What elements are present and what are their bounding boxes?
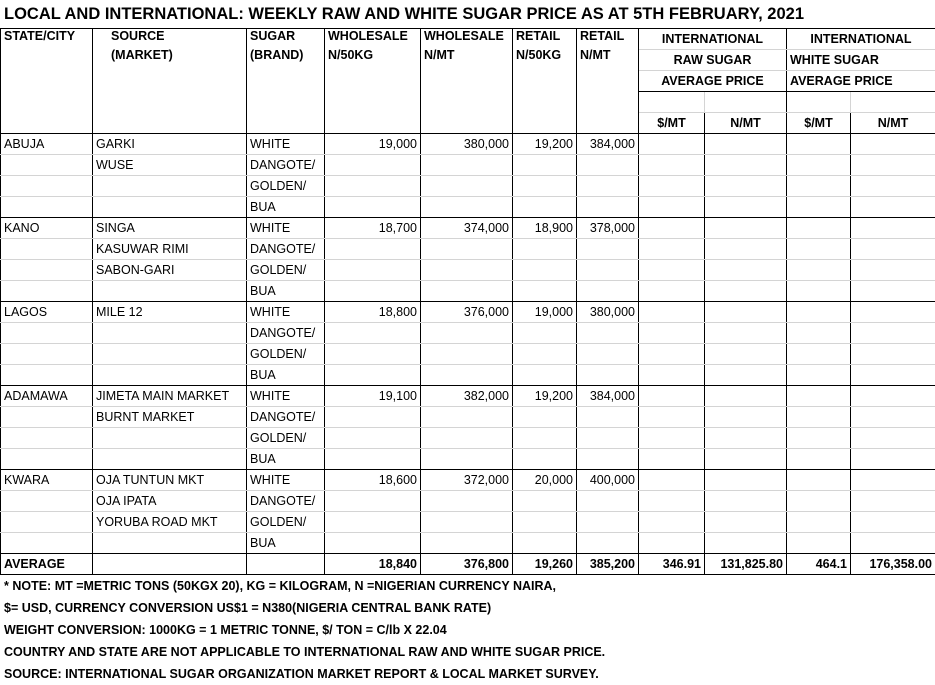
table-cell: WHITE	[247, 470, 325, 491]
col-header-retail-mt-line2: N/MT	[580, 48, 635, 62]
table-cell	[93, 323, 247, 344]
table-cell: 20,000	[513, 470, 577, 491]
table-cell	[851, 239, 935, 260]
table-cell	[787, 239, 851, 260]
table-cell: 380,000	[577, 302, 639, 323]
average-cell	[247, 554, 325, 575]
table-cell: WHITE	[247, 218, 325, 239]
table-cell	[513, 260, 577, 281]
table-cell	[787, 365, 851, 386]
table-cell	[1, 533, 93, 554]
table-cell	[577, 323, 639, 344]
col-header-intl-raw-line1: INTERNATIONAL	[639, 29, 787, 50]
table-row	[1, 386, 935, 407]
col-header-white-usd-mt: $/MT	[787, 113, 851, 134]
table-cell	[325, 491, 421, 512]
table-cell	[577, 281, 639, 302]
table-cell	[639, 365, 705, 386]
table-cell: 384,000	[577, 386, 639, 407]
table-cell	[639, 491, 705, 512]
table-cell: LAGOS	[1, 302, 93, 323]
table-cell: GOLDEN/	[247, 260, 325, 281]
table-cell	[851, 260, 935, 281]
average-row	[1, 554, 935, 575]
col-header-wholesale-mt	[421, 29, 513, 134]
table-row	[1, 365, 935, 386]
table-cell	[1, 449, 93, 470]
table-cell	[325, 512, 421, 533]
table-cell	[639, 260, 705, 281]
table-cell	[705, 155, 787, 176]
table-cell	[513, 365, 577, 386]
table-cell: SABON-GARI	[93, 260, 247, 281]
table-cell: 380,000	[421, 134, 513, 155]
col-header-wholesale-50kg-line2: N/50KG	[328, 48, 417, 62]
average-cell	[93, 554, 247, 575]
table-cell: GOLDEN/	[247, 512, 325, 533]
table-cell	[513, 491, 577, 512]
table-cell	[851, 281, 935, 302]
table-cell	[577, 239, 639, 260]
table-cell	[93, 176, 247, 197]
page-title: LOCAL AND INTERNATIONAL: WEEKLY RAW AND WHITE SUGAR PRICE AS AT 5TH FEBRUARY, 2021	[0, 0, 935, 28]
table-cell	[787, 407, 851, 428]
table-cell	[851, 176, 935, 197]
table-cell	[513, 407, 577, 428]
table-row	[1, 302, 935, 323]
table-cell	[705, 533, 787, 554]
table-row	[1, 260, 935, 281]
table-cell	[705, 260, 787, 281]
table-cell	[705, 449, 787, 470]
table-cell: 376,000	[421, 302, 513, 323]
table-cell	[325, 365, 421, 386]
table-cell	[639, 407, 705, 428]
average-wholesale-50kg: 18,840	[325, 554, 421, 575]
table-cell	[639, 302, 705, 323]
table-cell: GOLDEN/	[247, 344, 325, 365]
table-cell: ADAMAWA	[1, 386, 93, 407]
table-cell: GARKI	[93, 134, 247, 155]
table-cell	[705, 365, 787, 386]
table-cell	[787, 491, 851, 512]
note-line-4: COUNTRY AND STATE ARE NOT APPLICABLE TO INTERNATIONAL RAW AND WHITE SUGAR PRICE.	[0, 641, 935, 663]
table-cell: GOLDEN/	[247, 176, 325, 197]
table-cell	[577, 155, 639, 176]
table-cell	[639, 512, 705, 533]
table-cell	[421, 323, 513, 344]
table-cell	[325, 197, 421, 218]
table-cell: BUA	[247, 197, 325, 218]
table-cell	[1, 428, 93, 449]
table-cell	[639, 428, 705, 449]
table-cell	[577, 533, 639, 554]
table-row	[1, 428, 935, 449]
table-cell	[639, 344, 705, 365]
table-cell	[851, 428, 935, 449]
table-cell	[851, 386, 935, 407]
table-cell	[639, 281, 705, 302]
table-cell: BUA	[247, 365, 325, 386]
average-raw-usd-mt: 346.91	[639, 554, 705, 575]
average-retail-mt: 385,200	[577, 554, 639, 575]
table-cell: JIMETA MAIN MARKET	[93, 386, 247, 407]
table-cell	[787, 260, 851, 281]
table-cell	[787, 134, 851, 155]
table-cell	[851, 323, 935, 344]
table-cell	[705, 134, 787, 155]
table-cell	[705, 491, 787, 512]
table-cell	[93, 344, 247, 365]
table-cell	[325, 239, 421, 260]
table-cell	[93, 197, 247, 218]
table-cell: 18,600	[325, 470, 421, 491]
table-cell	[851, 470, 935, 491]
table-cell	[1, 407, 93, 428]
table-cell	[325, 323, 421, 344]
table-cell	[787, 344, 851, 365]
table-cell	[421, 155, 513, 176]
col-header-wholesale-50kg	[325, 29, 421, 134]
table-cell: YORUBA ROAD MKT	[93, 512, 247, 533]
table-cell	[325, 428, 421, 449]
table-row	[1, 218, 935, 239]
col-header-retail-mt-line1: RETAIL	[580, 29, 635, 43]
table-cell: WHITE	[247, 134, 325, 155]
table-cell	[577, 428, 639, 449]
table-cell	[639, 155, 705, 176]
table-cell	[325, 344, 421, 365]
table-cell: 372,000	[421, 470, 513, 491]
table-cell	[421, 512, 513, 533]
table-cell	[705, 386, 787, 407]
table-cell	[639, 323, 705, 344]
table-row	[1, 533, 935, 554]
table-row	[1, 176, 935, 197]
table-cell: KWARA	[1, 470, 93, 491]
col-header-intl-raw-line3: AVERAGE PRICE	[639, 71, 787, 92]
average-retail-50kg: 19,260	[513, 554, 577, 575]
col-header-source-line2: (MARKET)	[111, 48, 243, 62]
table-cell	[513, 176, 577, 197]
table-cell	[705, 344, 787, 365]
table-cell: DANGOTE/	[247, 155, 325, 176]
table-cell	[93, 281, 247, 302]
col-header-sugar	[247, 29, 325, 134]
table-cell: KASUWAR RIMI	[93, 239, 247, 260]
table-row	[1, 512, 935, 533]
table-cell	[513, 344, 577, 365]
col-header-white-n-mt: N/MT	[851, 113, 935, 134]
table-cell	[421, 365, 513, 386]
table-cell: WHITE	[247, 302, 325, 323]
table-cell	[705, 512, 787, 533]
table-cell	[851, 533, 935, 554]
table-cell	[577, 344, 639, 365]
average-white-n-mt: 176,358.00	[851, 554, 935, 575]
table-cell: BUA	[247, 533, 325, 554]
table-cell	[705, 281, 787, 302]
col-header-intl-white-line1: INTERNATIONAL	[787, 29, 935, 50]
table-cell	[787, 449, 851, 470]
average-label: AVERAGE	[1, 554, 93, 575]
table-cell	[787, 197, 851, 218]
table-cell: 400,000	[577, 470, 639, 491]
table-body	[1, 134, 935, 554]
table-cell	[787, 428, 851, 449]
table-cell	[421, 533, 513, 554]
table-row	[1, 323, 935, 344]
table-cell: 18,900	[513, 218, 577, 239]
table-cell	[851, 344, 935, 365]
table-cell: BUA	[247, 281, 325, 302]
table-cell: 19,100	[325, 386, 421, 407]
table-cell	[851, 155, 935, 176]
table-row	[1, 407, 935, 428]
table-cell: 18,800	[325, 302, 421, 323]
table-cell	[325, 533, 421, 554]
table-cell	[787, 386, 851, 407]
table-cell	[1, 281, 93, 302]
table-cell	[787, 533, 851, 554]
table-cell	[513, 155, 577, 176]
table-cell	[787, 470, 851, 491]
table-cell: KANO	[1, 218, 93, 239]
table-cell	[705, 302, 787, 323]
table-cell: 384,000	[577, 134, 639, 155]
table-cell	[851, 197, 935, 218]
table-cell	[421, 344, 513, 365]
table-cell	[513, 239, 577, 260]
table-cell: OJA TUNTUN MKT	[93, 470, 247, 491]
table-row	[1, 155, 935, 176]
col-header-sugar-line2: (BRAND)	[250, 48, 321, 62]
notes-block	[0, 575, 935, 685]
table-cell	[787, 302, 851, 323]
table-cell: BURNT MARKET	[93, 407, 247, 428]
table-cell	[325, 407, 421, 428]
table-cell	[639, 470, 705, 491]
table-cell	[705, 428, 787, 449]
col-header-retail-50kg-line2: N/50KG	[516, 48, 573, 62]
table-cell	[325, 260, 421, 281]
table-cell	[1, 344, 93, 365]
table-cell	[851, 134, 935, 155]
table-cell	[421, 428, 513, 449]
table-cell: SINGA	[93, 218, 247, 239]
table-cell: DANGOTE/	[247, 239, 325, 260]
table-cell: 382,000	[421, 386, 513, 407]
table-cell	[421, 197, 513, 218]
col-header-sugar-line1: SUGAR	[250, 29, 321, 43]
table-cell	[577, 176, 639, 197]
table-row	[1, 239, 935, 260]
table-cell	[325, 155, 421, 176]
table-cell	[513, 428, 577, 449]
table-cell: WHITE	[247, 386, 325, 407]
col-header-source-line1: SOURCE	[111, 29, 243, 43]
table-cell	[577, 449, 639, 470]
table-cell	[421, 239, 513, 260]
table-cell	[705, 407, 787, 428]
table-cell	[705, 197, 787, 218]
table-cell	[513, 323, 577, 344]
table-cell	[513, 281, 577, 302]
table-cell: ABUJA	[1, 134, 93, 155]
table-cell	[1, 491, 93, 512]
table-cell	[577, 512, 639, 533]
col-header-intl-raw-line2: RAW SUGAR	[639, 50, 787, 71]
table-cell	[577, 491, 639, 512]
table-cell: WUSE	[93, 155, 247, 176]
col-header-wholesale-50kg-line1: WHOLESALE	[328, 29, 417, 43]
table-cell: 374,000	[421, 218, 513, 239]
table-cell: 378,000	[577, 218, 639, 239]
table-cell	[577, 260, 639, 281]
table-cell	[1, 239, 93, 260]
col-header-raw-usd-mt: $/MT	[639, 113, 705, 134]
table-cell	[705, 470, 787, 491]
table-cell	[421, 260, 513, 281]
note-line-1: * NOTE: MT =METRIC TONS (50KGX 20), KG = KILOGRAM, N =NIGERIAN CURRENCY NAIRA,	[0, 575, 935, 597]
table-cell: DANGOTE/	[247, 491, 325, 512]
table-cell	[1, 176, 93, 197]
table-cell	[787, 176, 851, 197]
table-cell	[639, 533, 705, 554]
table-cell	[93, 428, 247, 449]
table-cell: MILE 12	[93, 302, 247, 323]
table-cell	[421, 449, 513, 470]
col-header-raw-n-mt: N/MT	[705, 113, 787, 134]
table-row	[1, 491, 935, 512]
table-cell	[639, 239, 705, 260]
table-cell	[851, 512, 935, 533]
col-header-wholesale-mt-line2: N/MT	[424, 48, 509, 62]
table-cell	[421, 491, 513, 512]
table-cell	[787, 323, 851, 344]
table-cell	[513, 449, 577, 470]
table-cell	[705, 239, 787, 260]
col-header-intl-white-line3: AVERAGE PRICE	[787, 71, 935, 92]
table-cell	[787, 512, 851, 533]
table-cell	[577, 407, 639, 428]
table-cell	[639, 134, 705, 155]
table-cell	[325, 449, 421, 470]
table-cell: 19,000	[513, 302, 577, 323]
col-header-source	[93, 29, 247, 134]
table-cell	[639, 176, 705, 197]
table-cell	[1, 365, 93, 386]
average-white-usd-mt: 464.1	[787, 554, 851, 575]
col-header-state-city: STATE/CITY	[1, 29, 93, 134]
table-cell	[705, 218, 787, 239]
table-cell	[1, 512, 93, 533]
table-cell	[577, 365, 639, 386]
table-cell: 19,000	[325, 134, 421, 155]
table-cell	[325, 176, 421, 197]
table-cell	[851, 218, 935, 239]
table-row	[1, 449, 935, 470]
table-row	[1, 134, 935, 155]
table-cell	[787, 155, 851, 176]
table-cell: 19,200	[513, 134, 577, 155]
average-wholesale-mt: 376,800	[421, 554, 513, 575]
note-line-2: $= USD, CURRENCY CONVERSION US$1 = N380(NIGERIA CENTRAL BANK RATE)	[0, 597, 935, 619]
table-cell	[639, 449, 705, 470]
table-cell	[93, 365, 247, 386]
table-row	[1, 470, 935, 491]
table-cell	[421, 407, 513, 428]
table-cell: OJA IPATA	[93, 491, 247, 512]
table-cell	[639, 218, 705, 239]
table-cell	[1, 260, 93, 281]
table-cell	[421, 281, 513, 302]
table-cell	[787, 281, 851, 302]
table-cell	[93, 449, 247, 470]
col-header-retail-50kg	[513, 29, 577, 134]
col-header-intl-white-line2: WHITE SUGAR	[787, 50, 935, 71]
table-cell: 18,700	[325, 218, 421, 239]
header-row-1	[1, 29, 935, 50]
col-header-retail-50kg-line1: RETAIL	[516, 29, 573, 43]
table-cell	[851, 407, 935, 428]
table-cell	[851, 302, 935, 323]
table-cell	[421, 176, 513, 197]
table-cell	[325, 281, 421, 302]
table-row	[1, 281, 935, 302]
table-cell	[851, 365, 935, 386]
average-raw-n-mt: 131,825.80	[705, 554, 787, 575]
table-row	[1, 197, 935, 218]
table-row	[1, 344, 935, 365]
table-cell: GOLDEN/	[247, 428, 325, 449]
table-cell	[577, 197, 639, 218]
table-cell	[1, 197, 93, 218]
col-header-retail-mt	[577, 29, 639, 134]
table-cell	[513, 197, 577, 218]
table-cell	[513, 512, 577, 533]
table-cell: DANGOTE/	[247, 407, 325, 428]
price-table	[0, 28, 935, 575]
table-cell: DANGOTE/	[247, 323, 325, 344]
table-cell	[513, 533, 577, 554]
note-line-3: WEIGHT CONVERSION: 1000KG = 1 METRIC TONNE, $/ TON = C/lb X 22.04	[0, 619, 935, 641]
table-cell	[705, 323, 787, 344]
note-line-5: SOURCE: INTERNATIONAL SUGAR ORGANIZATION MARKET REPORT & LOCAL MARKET SURVEY.	[0, 663, 935, 685]
table-cell	[1, 323, 93, 344]
table-cell: BUA	[247, 449, 325, 470]
table-cell	[787, 218, 851, 239]
table-cell	[705, 176, 787, 197]
table-cell	[639, 386, 705, 407]
table-cell	[1, 155, 93, 176]
col-header-wholesale-mt-line1: WHOLESALE	[424, 29, 509, 43]
table-cell	[639, 197, 705, 218]
table-cell	[851, 491, 935, 512]
table-cell	[851, 449, 935, 470]
table-cell	[93, 533, 247, 554]
table-cell: 19,200	[513, 386, 577, 407]
